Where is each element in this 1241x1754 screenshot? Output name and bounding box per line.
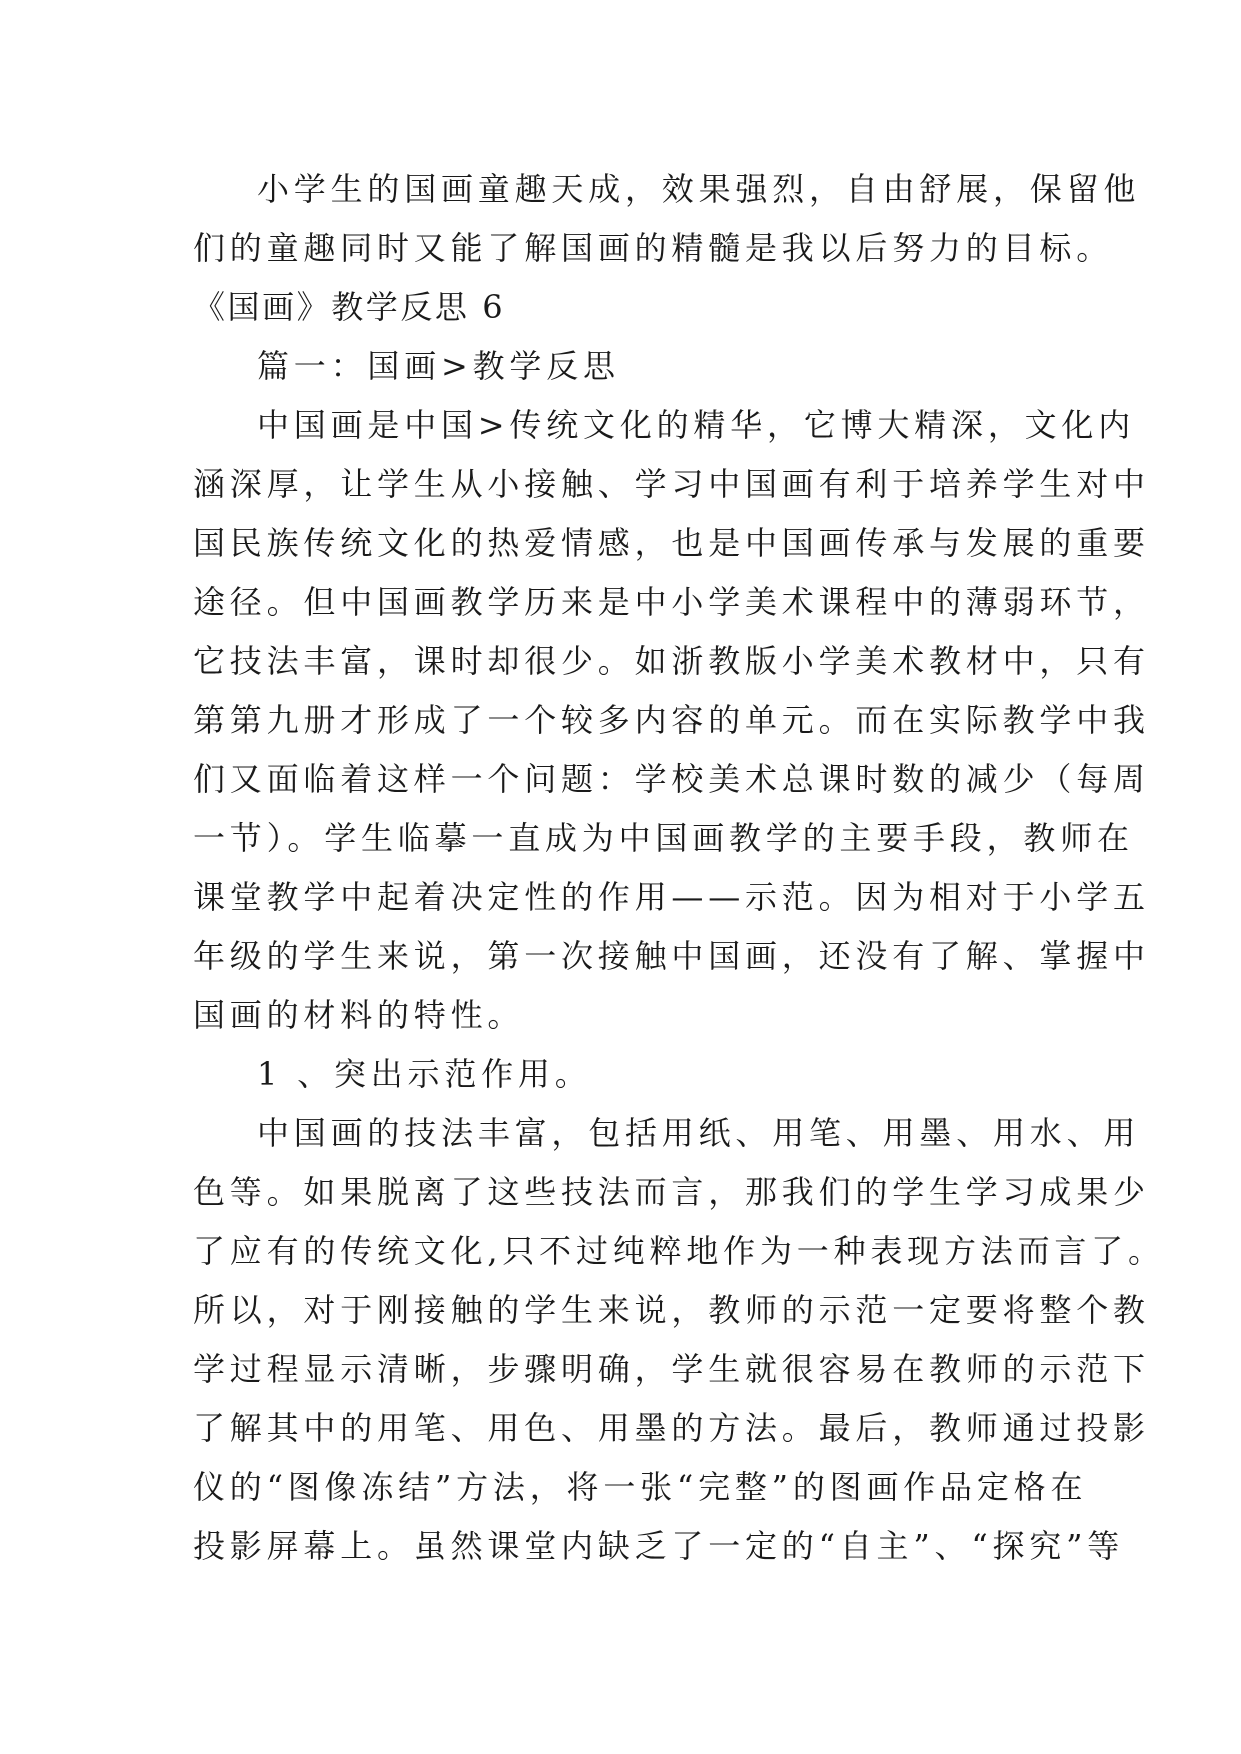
paragraph-line: 小学生的国画童趣天成，效果强烈，自由舒展，保留他 [257,170,1141,208]
paragraph-line: 色等。如果脱离了这些技法而言，那我们的学生学习成果少 [193,1173,1150,1211]
paragraph-line: 它技法丰富，课时却很少。如浙教版小学美术教材中，只有 [193,642,1150,680]
numbered-heading: 1 、突出示范作用。 [257,1055,592,1093]
paragraph-line: 国民族传统文化的热爱情感，也是中国画传承与发展的重要 [193,524,1150,562]
paragraph-line: 投影屏幕上。虽然课堂内缺乏了一定的“自主”、“探究”等 [193,1527,1125,1565]
paragraph-line: 涵深厚，让学生从小接触、学习中国画有利于培养学生对中 [193,465,1150,503]
paragraph-line: 了应有的传统文化,只不过纯粹地作为一种表现方法而言了。 [193,1232,1165,1270]
paragraph-line: 了解其中的用笔、用色、用墨的方法。最后，教师通过投影 [193,1409,1150,1447]
paragraph-line: 课堂教学中起着决定性的作用——示范。因为相对于小学五 [193,878,1150,916]
paragraph-line: 所以，对于刚接触的学生来说，教师的示范一定要将整个教 [193,1291,1150,1329]
paragraph-line: 途径。但中国画教学历来是中小学美术课程中的薄弱环节， [193,583,1150,621]
section-subtitle: 篇一：国画>教学反思 [257,347,620,385]
paragraph-line: 学过程显示清晰，步骤明确，学生就很容易在教师的示范下 [193,1350,1150,1388]
paragraph-line: 们又面临着这样一个问题：学校美术总课时数的减少（每周 [193,760,1150,798]
paragraph-line: 中国画是中国>传统文化的精华，它博大精深，文化内 [257,406,1136,444]
section-title: 《国画》教学反思 6 [193,288,506,326]
paragraph-line: 年级的学生来说，第一次接触中国画，还没有了解、掌握中 [193,937,1150,975]
paragraph-line: 仪的“图像冻结”方法，将一张“完整”的图画作品定格在 [193,1468,1088,1506]
paragraph-line: 们的童趣同时又能了解国画的精髓是我以后努力的目标。 [193,229,1114,267]
document-body [193,160,1165,1576]
paragraph-line: 一节）。学生临摹一直成为中国画教学的主要手段，教师在 [193,819,1134,857]
paragraph-line: 中国画的技法丰富，包括用纸、用笔、用墨、用水、用 [257,1114,1141,1152]
paragraph-line: 国画的材料的特性。 [193,996,525,1034]
paragraph-line: 第第九册才形成了一个较多内容的单元。而在实际教学中我 [193,701,1150,739]
